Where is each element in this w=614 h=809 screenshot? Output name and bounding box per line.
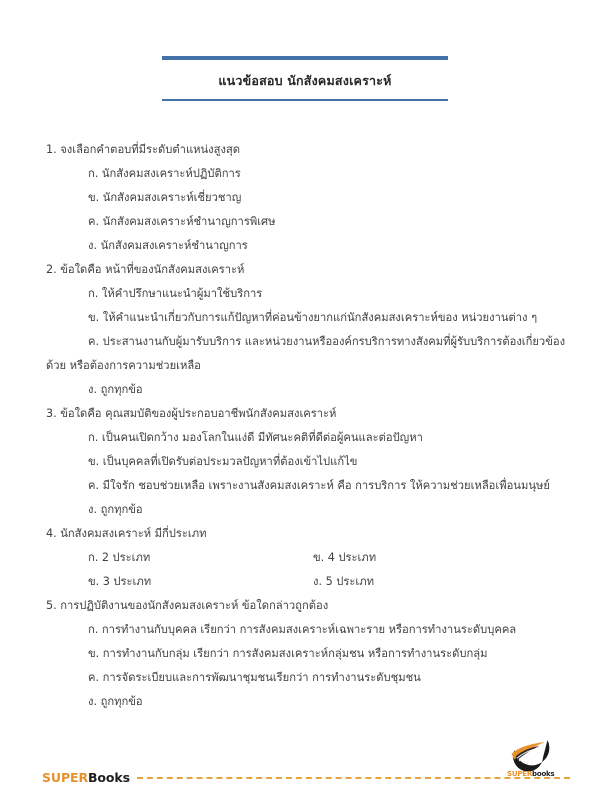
question-option: ก. นักสังคมสงเคราะห์ปฏิบัติการ [88, 167, 241, 180]
question-block [46, 138, 570, 258]
title-rule-bottom [162, 99, 448, 101]
question-option: ค. มีใจรัก ชอบช่วยเหลือ เพราะงานสังคมสงเคราะห์ คือ การบริการ ให้ความช่วยเหลือเพื่อนมนุษย์ [88, 479, 550, 492]
question-option: ค. นักสังคมสงเคราะห์ชำนาญการพิเศษ [88, 215, 276, 228]
question-option: ก. เป็นคนเปิดกว้าง มองโลกในแง่ดี มีทัศนะคติที่ดีต่อผู้คนและต่อปัญหา [88, 431, 423, 444]
question-option: ค. ประสานงานกับผู้มารับบริการ และหน่วยงานหรือองค์กรบริการทางสังคมที่ผู้รับบริการต้องเกี่ยวข้อง [88, 335, 566, 348]
question-option: ก. ให้คำปรึกษาแนะนำผู้มาใช้บริการ [88, 287, 263, 300]
question-option: ค. การจัดระเบียบและการพัฒนาชุมชนเรียกว่า การทำงานระดับชุมชน [88, 671, 421, 684]
question-option: ข. 4 ประเภท [313, 551, 377, 564]
question-option: ง. ถูกทุกข้อ [88, 503, 143, 516]
question-option-row [46, 546, 570, 570]
question-stem: 5. การปฏิบัติงานของนักสังคมสงเคราะห์ ข้อใดกล่าวถูกต้อง [46, 599, 329, 612]
question-option-row [46, 570, 570, 594]
logo-wordmark-super: SUPER [507, 770, 533, 778]
question-block [46, 402, 570, 522]
question-option: ก. การทำงานกับบุคคล เรียกว่า การสังคมสงเคราะห์เฉพาะราย หรือการทำงานระดับบุคคล [88, 623, 517, 636]
question-stem: 1. จงเลือกคำตอบที่มีระดับตำแหน่งสูงสุด [46, 143, 241, 156]
question-option: ข. ให้คำแนะนำเกี่ยวกับการแก้ปัญหาที่ค่อนข้างยากแก่นักสังคมสงเคราะห์ของ หน่วยงานต่าง ๆ [88, 311, 538, 324]
footer-brand-super: SUPER [42, 770, 88, 785]
question-option: ก. 2 ประเภท [88, 551, 151, 564]
question-option: ง. ถูกทุกข้อ [88, 383, 143, 396]
logo-wordmark [507, 770, 554, 778]
footer-brand-row [42, 770, 570, 785]
question-option: ง. 5 ประเภท [313, 575, 374, 588]
question-option: ง. นักสังคมสงเคราะห์ชำนาญการ [88, 239, 248, 252]
question-option: ง. ถูกทุกข้อ [88, 695, 143, 708]
question-option: ข. การทำงานกับกลุ่ม เรียกว่า การสังคมสงเคราะห์กลุ่มชน หรือการทำงานระดับกลุ่ม [88, 647, 488, 660]
superbooks-logo [503, 737, 565, 785]
question-option: ข. นักสังคมสงเคราะห์เชี่ยวชาญ [88, 191, 242, 204]
question-stem: 3. ข้อใดคือ คุณสมบัติของผู้ประกอบอาชีพนักสังคมสงเคราะห์ [46, 407, 337, 420]
question-option: ข. 3 ประเภท [88, 575, 152, 588]
question-list [46, 138, 570, 714]
title-block [162, 56, 448, 101]
footer-brand [42, 770, 130, 785]
question-block [46, 522, 570, 594]
page-title: แนวข้อสอบ นักสังคมสงเคราะห์ [218, 73, 392, 88]
question-stem: 4. นักสังคมสงเคราะห์ มีกี่ประเภท [46, 527, 207, 540]
footer-brand-books: Books [87, 770, 130, 785]
question-block [46, 258, 570, 402]
logo-wordmark-books: books [532, 770, 555, 778]
question-option-continuation: ด้วย หรือต้องการความช่วยเหลือ [46, 359, 201, 372]
question-option: ข. เป็นบุคคลที่เปิดรับต่อประมวลปัญหาที่ต้องเข้าไปแก้ไข [88, 455, 358, 468]
question-block [46, 594, 570, 714]
question-stem: 2. ข้อใดคือ หน้าที่ของนักสังคมสงเคราะห์ [46, 263, 245, 276]
